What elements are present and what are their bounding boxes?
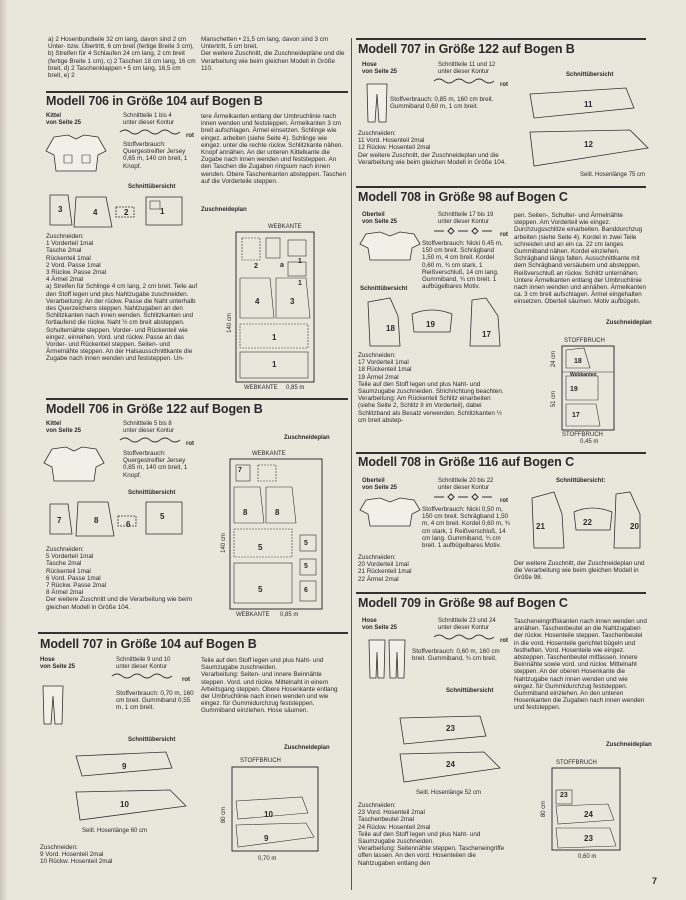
- height-label: 140 cm: [226, 313, 233, 333]
- piece-number: 10: [120, 800, 129, 809]
- item-label: Kittel von Seite 25: [46, 421, 82, 434]
- piece-number: 17: [572, 412, 580, 419]
- item-label: Oberteil von Seite 25: [362, 478, 398, 491]
- garment-sketch-icon: [360, 498, 420, 528]
- cut-instructions-708b: Zuschneiden: 20 Vorderteil 1mal 21 Rückenteil 1mal 22 Ärmel 2mal: [358, 554, 412, 583]
- fold-label-bottom: STOFFBRUCH: [562, 432, 603, 438]
- piece-number: 20: [630, 522, 639, 531]
- intro-mid-text: Manschetten • 21,5 cm lang, davon sind 3 cm Untertritt, 5 cm breit. Der weitere Zuschnitt, die Zuschneidepläne und die Verarbeitung wie beim gleichen Modell in Größe 110.: [201, 36, 345, 72]
- piece-number: 5: [304, 563, 308, 570]
- item-label: Kittel von Seite 25: [46, 113, 82, 126]
- garment-sketch-icon: [46, 135, 108, 173]
- pattern-overview-707a: [76, 750, 196, 824]
- piece-number: 1: [160, 207, 165, 216]
- piece-number: 12: [584, 140, 593, 149]
- parts-label: Schnittteile 11 und 12 unter dieser Kontur: [438, 62, 496, 75]
- schnitt-label: Schnittübersicht: [446, 688, 494, 694]
- piece-number: 24: [584, 810, 593, 819]
- plan-label: Zuschneideplan: [284, 435, 330, 441]
- heading-modell-708-98: Modell 708 in Größe 98 auf Bogen C: [358, 190, 568, 204]
- fold-label: STOFFBRUCH: [240, 758, 281, 764]
- intro-left-text: a) 2 Hosenbundteile 32 cm lang, davon sind 2 cm Unter- bzw. Übertritt, 6 cm breit (fertige Breite 3 cm), b) Streifen für 4 Schlaufen 24 cm lang, 2 cm breit (fertige Breite 1 cm), c) 2 Taschen 18 cm lang, 16 cm breit, d) 2 Taschenklappen • 5 cm lang, 16,5 cm breit, e) 2: [48, 36, 196, 80]
- piece-number: 5: [258, 543, 263, 552]
- rot-label: rot: [182, 677, 190, 683]
- piece-number: 9: [122, 762, 127, 771]
- width-label: 0,45 m: [580, 439, 599, 445]
- heading-modell-709-98: Modell 709 in Größe 98 auf Bogen C: [358, 596, 568, 610]
- piece-number: 3: [290, 297, 295, 306]
- side-length-label: Seitl. Hosenlänge 75 cm: [580, 172, 646, 178]
- item-label: Hose von Seite 25: [362, 618, 398, 631]
- section-rule: [46, 398, 348, 400]
- piece-number: 18: [574, 358, 582, 365]
- height-label: 51 cm: [551, 390, 558, 408]
- contour-line-icon: [112, 672, 192, 680]
- fabric-text: Stoffverbrauch: Nicki 0,45 m, 150 cm breit. Schrägband 1,50 m, 4 cm breit. Kordel 0,60 m, ¾ cm stark, 1 Reißverschluß, 14 cm lang. Gummiband, ¾ cm breit. 1 aufbügelbares Motiv.: [422, 240, 503, 291]
- cut-instructions-708a: Zuschneiden: 17 Vorderteil 1mal 18 Rückenteil 1mal 19 Ärmel 2mal Teile auf den Stoff legen und plus Naht- und Saumzugabe zuschneiden. Strichrichtung beachten. Verarbeitung: Am Rückenteil Schlitz einarbeiten (siehe Seite 2, Schlitz II im Vorderteil), dabei Schlitzband als Besatz verwenden. Schlitzkanten ½ cm breit abstep-: [358, 352, 504, 424]
- rot-label: rot: [500, 232, 508, 238]
- process-text-708a: pen. Seiten-, Schulter- und Ärmelnähte steppen. Am Vorderteil wie eingez. Durchzugsschlitze einarbeiten. Banddurchzug arbeiten (siehe Seite 4). Kordel in zwei Teile schneiden und an ein ca. 22 cm langes Gummiband nähen. Kordel einziehen. Schrägband längs falten. Ausschnittkante mit dem Schrägband versäubern und absteppen. Reißverschluß an rückw. Schlitz unternähen. Untere Ärmelkanten entlang der Umbruchlinie nach innen wenden und annähen. Ärmelkanten ca. 3 cm breit aufschlagen. Ärmel eingehalten einsetzen. Oberteil säumen. Motiv aufbügeln.: [514, 212, 646, 306]
- piece-number: 2: [254, 263, 258, 270]
- piece-number: 1: [272, 360, 277, 369]
- schnitt-label: Schnittübersicht: [360, 286, 408, 292]
- cut-instructions-706b: Zuschneiden: 5 Vorderteil 1mal Tasche 2mal Rückenteil 1mal 6 Vord. Passe 1mal 7 Rückw. Passe 2mal 8 Ärmel 2mal Der weitere Zuschnitt und die Verarbeitung wie beim gleichen Modell in Größe 104.: [46, 546, 192, 611]
- piece-number: 3: [58, 205, 63, 214]
- piece-number: 10: [264, 810, 273, 819]
- piece-number: 6: [126, 520, 131, 529]
- section-rule: [356, 592, 646, 594]
- garment-sketch-icon: [360, 232, 420, 262]
- parts-label: Schnittteile 9 und 10 unter dieser Kontur: [116, 657, 171, 670]
- cut-instructions-709: Zuschneiden: 23 Vord. Hosenteil 2mal Taschenbeutel 2mal 24 Rückw. Hosenteil 2mal Teile auf den Stoff legen und plus Naht- und Saumzugabe zuschneiden. Verarbeitung: Seitennähte steppen, Tascheneingriffe offen lassen. An den vord. Hosenteilen die Nahtzugaben entlang den: [358, 802, 505, 867]
- page-number: 7: [652, 876, 658, 886]
- trousers-sketch-icon: [366, 84, 388, 124]
- cutting-plan-706b: [230, 459, 322, 611]
- piece-number: 19: [570, 386, 578, 393]
- piece-number: 11: [584, 100, 593, 109]
- pattern-overview-706b: [50, 500, 190, 542]
- section-rule: [356, 186, 646, 188]
- page-gutter-shadow: [0, 0, 8, 900]
- heading-modell-706-104: Modell 706 in Größe 104 auf Bogen B: [46, 94, 263, 108]
- piece-number: 5: [258, 585, 263, 594]
- piece-number: 8: [275, 508, 280, 517]
- item-label: Hose von Seite 25: [40, 657, 76, 670]
- schnitt-label: Schnittübersicht: [128, 737, 176, 743]
- piece-number: 4: [255, 297, 260, 306]
- piece-number: 23: [446, 724, 455, 733]
- height-label: 80 cm: [541, 800, 548, 818]
- piece-number: 1: [298, 258, 302, 265]
- schnitt-label: Schnittübersicht: [128, 490, 176, 496]
- fold-label: STOFFBRUCH: [556, 760, 597, 766]
- rot-label: rot: [500, 82, 508, 88]
- cut-instructions-707a: Zuschneiden: 9 Vord. Hosenteil 2mal 10 Rückw. Hosenteil 2mal: [40, 844, 113, 866]
- fabric-text: Stoffverbrauch: Quergestreifter Jersey 0,85 m, 140 cm breit, 1 Knopf.: [123, 450, 188, 479]
- height2-label: 24 cm: [551, 350, 558, 368]
- schnitt-label: Schnittübersicht: [566, 72, 614, 78]
- side-length-label: Seitl. Hosenlänge 60 cm: [82, 828, 148, 834]
- plan-label: Zuschneideplan: [606, 320, 652, 326]
- piece-number: 5: [304, 540, 308, 547]
- process-continuation-706a: tere Ärmelkanten entlang der Umbruchlinie nach innen wenden und feststeppen. Ärmelkanten 3 cm breit aufschlagen. Ärmel einsetzen. Schlinge wie eingez. arbeiten (siehe Seite 4). Schlinge wie eingez. unter die rechte rückw. Schlitzkante nähen. Knopf annähen. An der unteren Kittelkante die Zugabe nach innen wenden und feststeppen. An den Taschen die Zugaben ringsum nach innen wenden. Obere Taschenkanten absteppen. Taschen auf die Vorderteile steppen.: [201, 113, 347, 185]
- piece-number: 8: [94, 516, 99, 525]
- rot-label: rot: [500, 498, 508, 504]
- parts-label: Schnittteile 1 bis 4 unter dieser Kontur: [123, 113, 175, 126]
- fabric-text: Stoffverbrauch: 0,60 m, 160 cm breit. Gummiband, ¾ cm breit.: [412, 648, 500, 663]
- plan-label: Zuschneideplan: [606, 742, 652, 748]
- fabric-text: Stoffverbrauch: Quergestreifter Jersey 0,65 m, 140 cm breit, 1 Knopf.: [123, 141, 188, 170]
- cutting-plan-707a: [232, 767, 318, 853]
- fold-label-top: STOFFBRUCH: [564, 338, 605, 344]
- piece-number: 2: [124, 208, 129, 217]
- pattern-overview-708a: [366, 296, 508, 350]
- piece-number: 23: [584, 834, 593, 843]
- rot-label: rot: [500, 638, 508, 644]
- height-label: 140 cm: [220, 533, 227, 553]
- parts-label: Schnittteile 5 bis 8 unter dieser Kontur: [123, 421, 175, 434]
- webkanten-label: Webkanten: [570, 372, 597, 378]
- piece-number: 23: [560, 792, 568, 799]
- heading-modell-708-116: Modell 708 in Größe 116 auf Bogen C: [358, 455, 574, 469]
- parts-label: Schnittteile 20 bis 22 unter dieser Kontur: [438, 478, 494, 491]
- rot-label: rot: [186, 441, 194, 447]
- schnitt-label: Schnittübersicht:: [556, 478, 606, 484]
- webkante-bottom-label: WEBKANTE: [236, 612, 270, 618]
- piece-number: 6: [304, 587, 308, 594]
- plan-label: Zuschneideplan: [201, 207, 247, 213]
- heading-modell-707-122: Modell 707 in Größe 122 auf Bogen B: [358, 42, 575, 56]
- section-rule: [46, 91, 348, 93]
- height-label: 80 cm: [221, 806, 228, 824]
- schnitt-label: Schnittübersicht: [128, 184, 176, 190]
- piece-number: 8: [243, 508, 248, 517]
- webkante-top-label: WEBKANTE: [268, 224, 302, 230]
- width-label: 0,85 m: [280, 612, 299, 618]
- piece-number: a: [280, 262, 284, 269]
- item-label: Oberteil von Seite 25: [362, 212, 398, 225]
- width-label: 0,85 m: [286, 385, 305, 391]
- piece-number: 5: [160, 512, 165, 521]
- process-text-708b: Der weitere Zuschnitt, der Zuschneideplan und die Verarbeitung wie beim gleichen Modell in Größe 98.: [514, 560, 645, 582]
- webkante-top-label: WEBKANTE: [252, 451, 286, 457]
- process-text-707a: Teile auf den Stoff legen und plus Naht- und Saumzugabe zuschneiden. Verarbeitung: Seiten- und innere Beinnähte steppen. Vord. und rückw. Mittelnaht in einem Arbeitsgang steppen. Obere Hosenkante entlang der Umbruchlinie nach innen wenden und wie eingez. für Gummidurchzug feststeppen. Gummiband einziehen. Hose säumen.: [201, 657, 338, 715]
- parts-label: Schnittteile 17 bis 19 unter dieser Kontur: [438, 212, 494, 225]
- section-rule: [356, 38, 646, 40]
- garment-sketch-icon: [44, 447, 106, 483]
- process-text-709: Tascheneingriffskanten nach innen wenden und annähen. Taschenbeutel an die Nahtzugaben der rückw. Hosenteile steppen. Taschenbeutel in die vord. Hosenteile gerichtet bügeln und festheften. Vord. Hosenteile wie eingez. absteppen. Taschenbeutel mitfassen. Innere Beinnähte sowie vord. und rückw. Mittelnaht steppen. An der oberen Hosenkante die Nahtzugabe nach innen wenden und wie eingez. für Gummidurchzug feststeppen. Gummiband einziehen. An den unteren Hosenkanten die Zugaben nach innen wenden und feststeppen.: [514, 618, 647, 712]
- trousers-sketch-icon: [368, 640, 408, 680]
- pattern-overview-707b: [530, 86, 652, 170]
- cut-instructions-706a: Zuschneiden: 1 Vorderteil 1mal Tasche 2mal Rückenteil 1mal 2 Vord. Passe 1mal 3 Rückw. Passe 2mal 4 Ärmel 2mal a) Streifen für Schlinge 4 cm lang, 2 cm breit. Teile auf den Stoff legen und plus Nahtzugabe zuschneiden. Verarbeitung: An der rückw. Passe die Naht unterhalb des Querzeichens steppen. Nahtzugaben an den Schlitzkanten nach innen wenden. Schlitzkanten und fortlaufend die rückw. Naht ½ cm breit absteppen. Schulternähte steppen. Vorder- und Rückenteil wie eingez. einreihen. Vord. und rückw. Passe an das Vorder- und Rückenteil steppen. Seiten- und Ärmelnähte steppen. An der Halsausschnittkante die Zugabe nach innen wenden und feststeppen. Un-: [46, 233, 198, 363]
- heading-modell-706-122: Modell 706 in Größe 122 auf Bogen B: [46, 402, 263, 416]
- piece-number: 7: [57, 516, 62, 525]
- piece-number: 1: [272, 333, 277, 342]
- fabric-text: Stoffverbrauch: Nicki 0,50 m, 150 cm breit. Schrägband 1,50 m, 4 cm breit. Kordel 0,60 m, ¾ cm stark, 1 Reißverschluß, 14 cm lang. Gummiband, ¾ cm breit. 1 aufbügelbares Motiv.: [422, 506, 510, 550]
- width-label: 0,60 m: [578, 854, 597, 860]
- cut-instructions-707b: Zuschneiden: 11 Vord. Hosenteil 2mal 12 Rückw. Hosenteil 2mal Der weitere Zuschnitt, der Zuschneideplan und die Verarbeitung wie beim gleichen Modell in Größe 104.: [358, 130, 507, 166]
- heading-modell-707-104: Modell 707 in Größe 104 auf Bogen B: [40, 637, 257, 651]
- fabric-text: Stoffverbrauch: 0,85 m, 160 cm breit. Gummiband 0,60 m, 1 cm breit.: [390, 96, 494, 111]
- section-rule: [38, 632, 348, 634]
- piece-number: 24: [446, 760, 455, 769]
- fabric-text: Stoffverbrauch: 0,70 m, 160 cm breit. Gummiband 0,55 m, 1 cm breit.: [116, 690, 194, 712]
- width-label: 0,70 m: [258, 856, 277, 862]
- item-label: Hose von Seite 25: [362, 62, 398, 75]
- piece-number: 21: [536, 522, 545, 531]
- plan-label: Zuschneideplan: [284, 745, 330, 751]
- piece-number: 4: [93, 208, 98, 217]
- webkante-bottom-label: WEBKANTE: [244, 385, 278, 391]
- side-length-label: Seitl. Hosenlänge 52 cm: [416, 790, 482, 796]
- column-divider: [351, 38, 352, 890]
- section-rule: [356, 452, 646, 454]
- piece-number: 9: [264, 834, 269, 843]
- trousers-sketch-icon: [42, 686, 64, 726]
- piece-number: 18: [386, 324, 395, 333]
- piece-number: 1: [298, 280, 302, 287]
- piece-number: 7: [238, 467, 242, 474]
- parts-label: Schnittteile 23 und 24 unter dieser Kontur: [438, 618, 496, 631]
- rot-label: rot: [186, 133, 194, 139]
- piece-number: 17: [482, 330, 491, 339]
- piece-number: 19: [426, 320, 435, 329]
- piece-number: 22: [583, 518, 592, 527]
